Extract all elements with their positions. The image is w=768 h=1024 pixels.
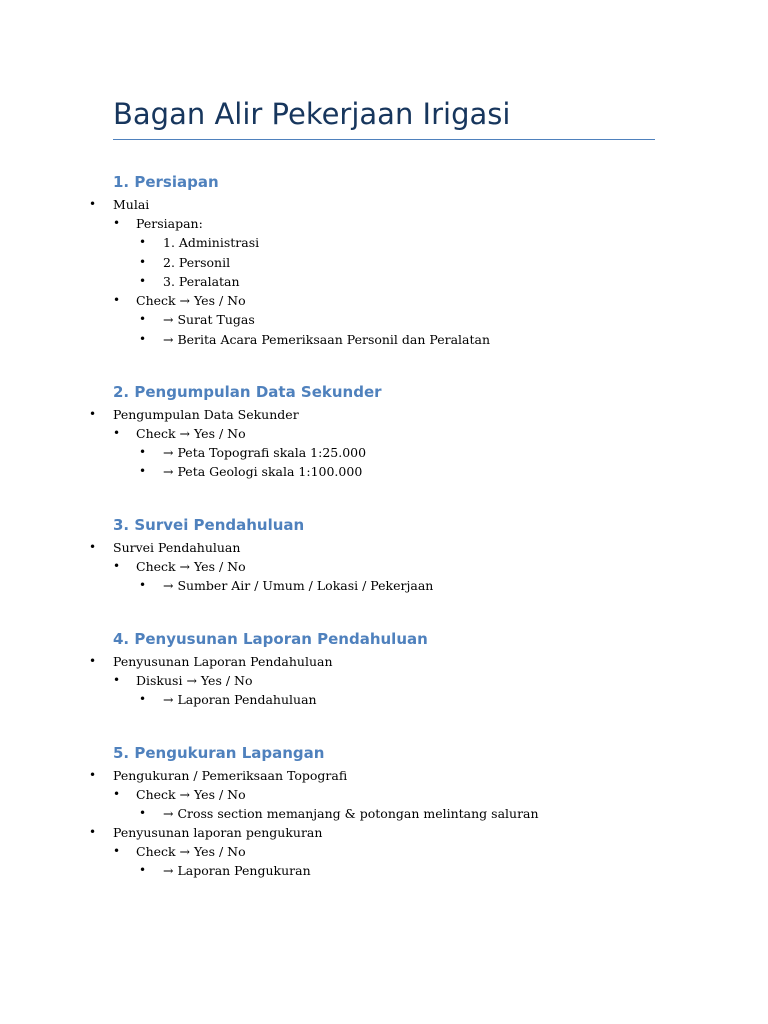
bullet-icon: • xyxy=(113,673,121,687)
title-underline xyxy=(113,139,655,140)
list-item: → Peta Geologi skala 1:100.000 xyxy=(163,464,363,479)
list-item: → Sumber Air / Umum / Lokasi / Pekerjaan xyxy=(163,578,434,593)
bullet-icon: • xyxy=(139,255,147,269)
bullet-icon: • xyxy=(113,293,121,307)
bullet-icon: • xyxy=(113,787,121,801)
bullet-icon: • xyxy=(89,654,97,668)
bullet-icon: • xyxy=(139,332,147,346)
list-item: 3. Peralatan xyxy=(163,274,240,289)
section-heading-laporan-pendahuluan: 4. Penyusunan Laporan Pendahuluan xyxy=(113,630,428,648)
bullet-icon: • xyxy=(139,464,147,478)
bullet-icon: • xyxy=(89,540,97,554)
bullet-icon: • xyxy=(139,274,147,288)
list-item: 1. Administrasi xyxy=(163,235,260,250)
bullet-icon: • xyxy=(139,863,147,877)
bullet-icon: • xyxy=(113,559,121,573)
section-heading-persiapan: 1. Persiapan xyxy=(113,173,219,191)
bullet-icon: • xyxy=(139,806,147,820)
list-item: Check → Yes / No xyxy=(136,426,246,441)
bullet-icon: • xyxy=(113,216,121,230)
list-item: Check → Yes / No xyxy=(136,559,246,574)
list-item: Penyusunan Laporan Pendahuluan xyxy=(113,654,333,669)
list-item: → Cross section memanjang & potongan melintang saluran xyxy=(163,806,539,821)
list-item: → Laporan Pendahuluan xyxy=(163,692,317,707)
list-item: Mulai xyxy=(113,197,150,212)
list-item: Check → Yes / No xyxy=(136,787,246,802)
list-item: → Laporan Pengukuran xyxy=(163,863,311,878)
list-item: → Berita Acara Pemeriksaan Personil dan Peralatan xyxy=(163,332,491,347)
section-heading-survei: 3. Survei Pendahuluan xyxy=(113,516,305,534)
list-item: Diskusi → Yes / No xyxy=(136,673,253,688)
bullet-icon: • xyxy=(139,578,147,592)
list-item: Penyusunan laporan pengukuran xyxy=(113,825,323,840)
list-item: Pengukuran / Pemeriksaan Topografi xyxy=(113,768,348,783)
bullet-icon: • xyxy=(139,235,147,249)
section-heading-pengukuran: 5. Pengukuran Lapangan xyxy=(113,744,325,762)
list-item: Check → Yes / No xyxy=(136,844,246,859)
bullet-icon: • xyxy=(113,426,121,440)
bullet-icon: • xyxy=(139,445,147,459)
list-item: Check → Yes / No xyxy=(136,293,246,308)
section-heading-data-sekunder: 2. Pengumpulan Data Sekunder xyxy=(113,383,382,401)
bullet-icon: • xyxy=(113,844,121,858)
bullet-icon: • xyxy=(89,407,97,421)
list-item: → Surat Tugas xyxy=(163,312,255,327)
bullet-icon: • xyxy=(139,692,147,706)
list-item: 2. Personil xyxy=(163,255,231,270)
bullet-icon: • xyxy=(89,197,97,211)
bullet-icon: • xyxy=(139,312,147,326)
bullet-icon: • xyxy=(89,768,97,782)
list-item: → Peta Topografi skala 1:25.000 xyxy=(163,445,367,460)
list-item: Persiapan: xyxy=(136,216,203,231)
document-title: Bagan Alir Pekerjaan Irigasi xyxy=(113,97,511,131)
bullet-icon: • xyxy=(89,825,97,839)
list-item: Survei Pendahuluan xyxy=(113,540,241,555)
list-item: Pengumpulan Data Sekunder xyxy=(113,407,299,422)
